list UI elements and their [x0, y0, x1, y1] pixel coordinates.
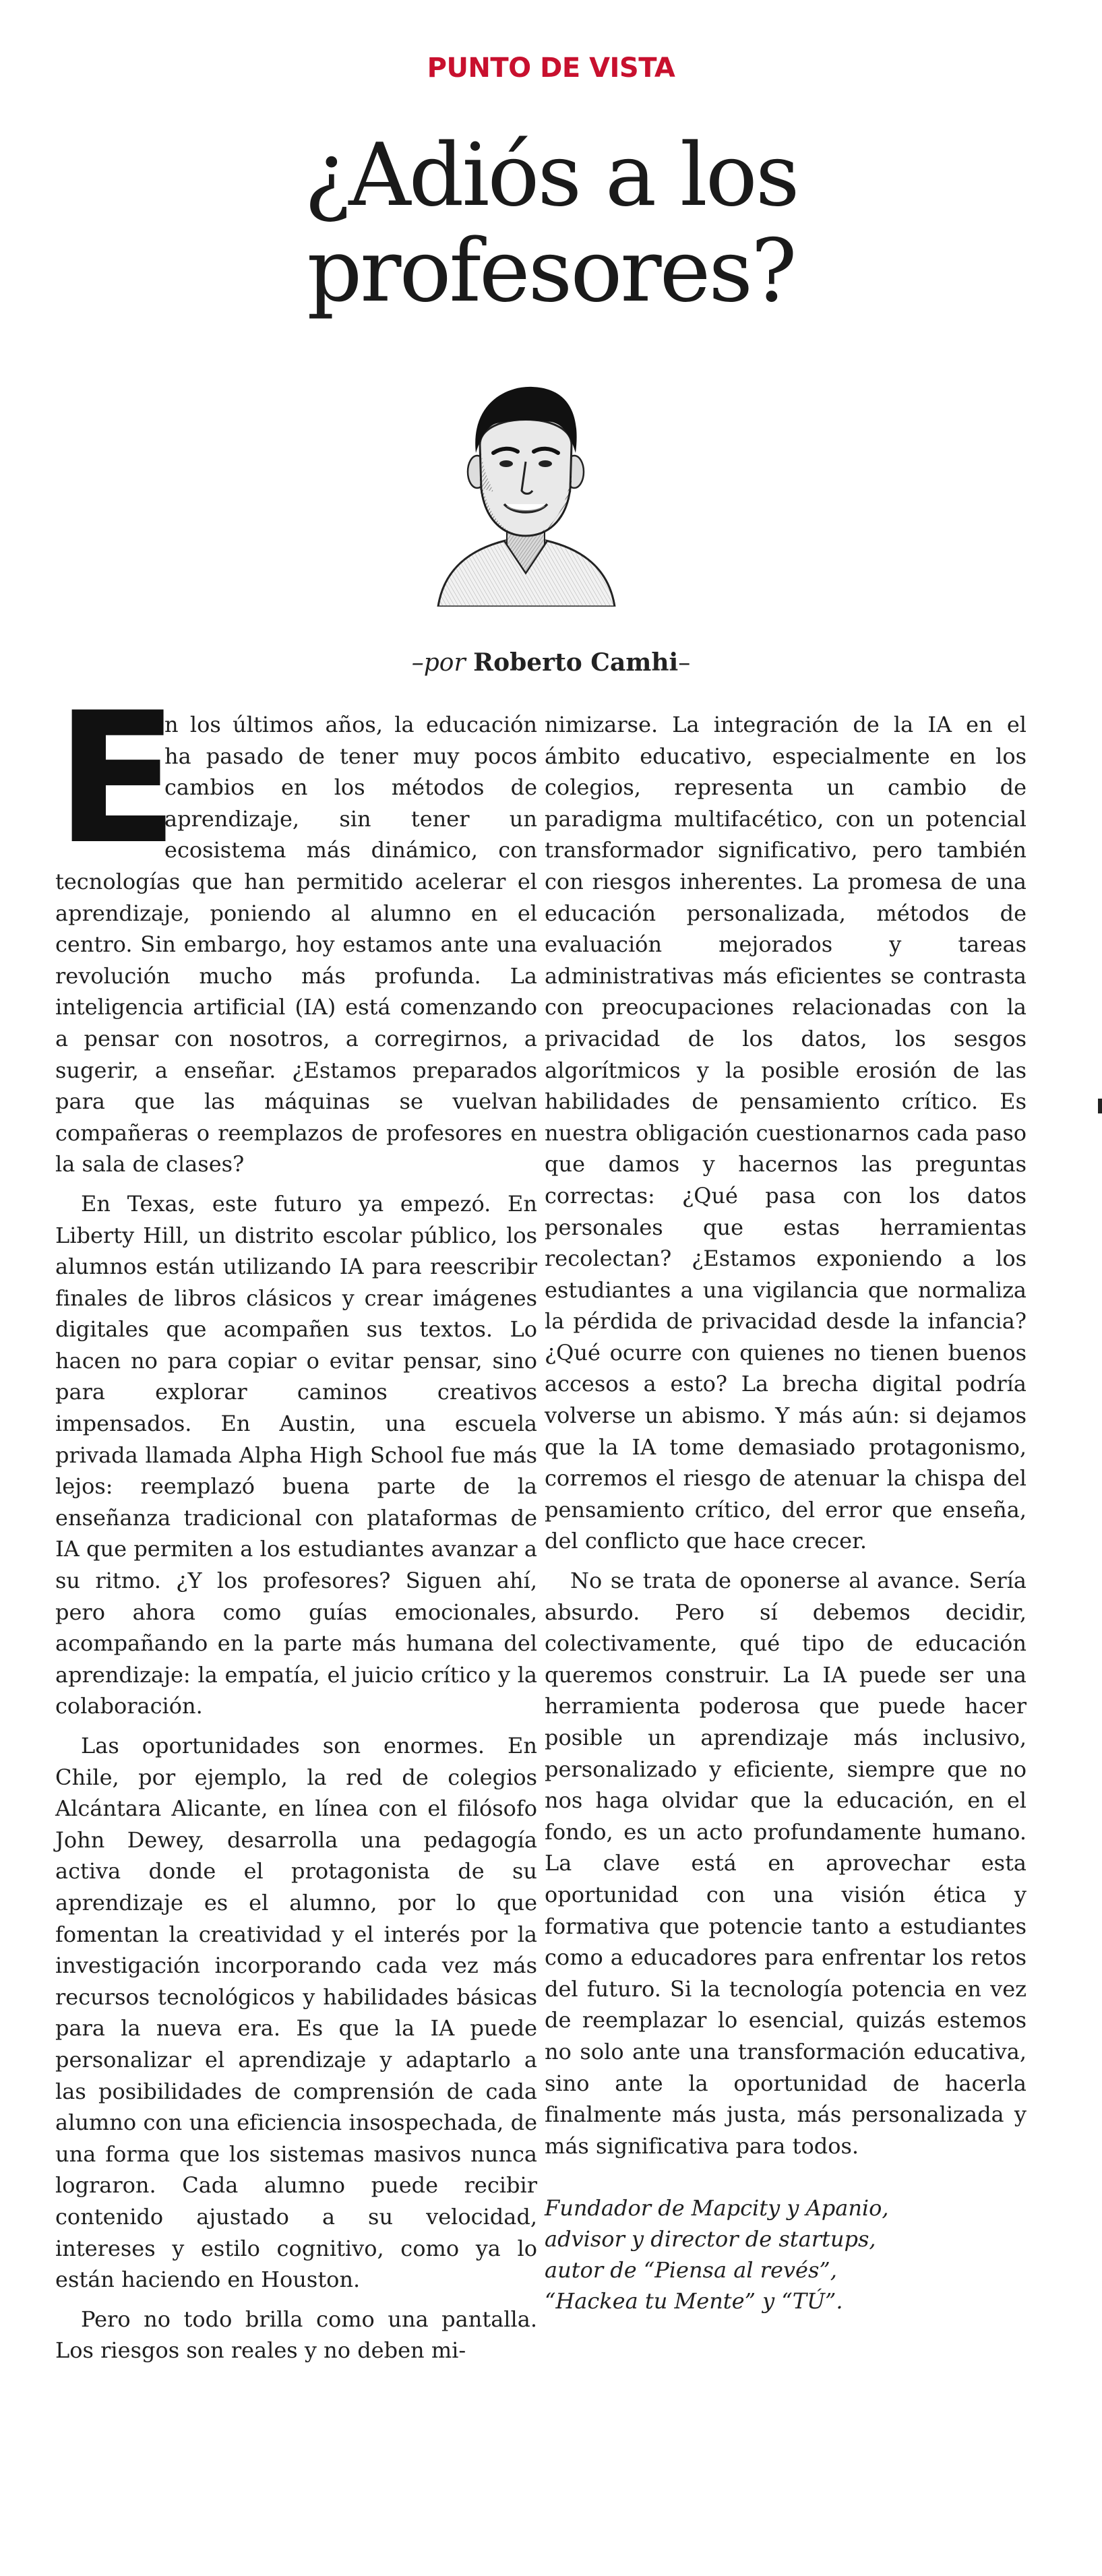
signature-line-1: Fundador de Mapcity y Apanio,	[545, 2195, 889, 2221]
article-paragraph-4-start: Pero no todo brilla como una pantalla. Los riesgos son reales y no deben mi-	[55, 2306, 537, 2364]
article-column-left	[55, 674, 537, 2366]
author-portrait	[431, 371, 620, 607]
headline-line-2: profesores?	[307, 221, 795, 321]
crop-mark	[1098, 1099, 1102, 1113]
author-signature	[545, 2192, 1027, 2317]
byline	[0, 648, 1102, 677]
article-paragraph-4-continued: nimizarse. La integración de la IA en el ámbito educativo, especialmente en los colegios, representa un cambio de paradigma multifacético, con un potencial transformador significativo, pero también con riesgos inherentes. La promesa de una educación personalizada, métodos de evaluación mejorados y tareas administrativas más eficientes se contrasta con preocupaciones relacionadas con la privacidad de los datos, los sesgos algorítmicos y la posible erosión de las habilidades de pensamiento crítico. Es nuestra obligación cuestionarnos cada paso que damos y hacernos las preguntas correctas: ¿Qué pasa con los datos personales que estas herramientas recolectan? ¿Estamos exponiendo a los estudiantes a una vigilancia que normaliza la pérdida de privacidad desde la infancia? ¿Qué ocurre con quienes no tienen buenos accesos a esto? La brecha digital podría volverse un abismo. Y más aún: si dejamos que la IA tome demasiado protagonismo, corremos el riesgo de atenuar la chispa del pensamiento crítico, del error que enseña, del conflicto que hace crecer.	[545, 712, 1027, 1554]
article-paragraph-3: Las oportunidades son enormes. En Chile, por ejemplo, la red de colegios Alcántara Alicante, en línea con el filósofo John Dewey, desarrolla una pedagogía activa donde el protagonista de su aprendizaje es el alumno, por lo que fomentan la creatividad y el interés por la investigación incorporando cada vez más recursos tecnológicos y habilidades básicas para la nueva era. Es que la IA puede personalizar el aprendizaje y adaptarlo a las posibilidades de comprensión de cada alumno con una eficiencia insospechada, de una forma que los sistemas masivos nunca lograron. Cada alumno puede recibir contenido ajustado a su velocidad, intereses y estilo cognitivo, como ya lo están haciendo en Houston.	[55, 1733, 537, 2293]
signature-line-3: autor de “Piensa al revés”,	[545, 2257, 837, 2283]
byline-prefix: –por	[411, 649, 466, 677]
author-name: Roberto Camhi	[473, 648, 679, 677]
section-label: PUNTO DE VISTA	[427, 53, 675, 84]
byline-suffix: –	[678, 649, 691, 677]
paragraph-1-text: n los últimos años, la educación ha pasado de tener muy pocos cambios en los métodos de aprendizaje, sin tener un ecosistema más dinámico, con tecnologías que han permitido acelerar el aprendizaje, poniendo al alumno en el centro. Sin embargo, hoy estamos ante una revolución mucho más profunda. La inteligencia artificial (IA) está comenzando a pensar con nosotros, a corregirnos, a sugerir, a enseñar. ¿Estamos preparados para que las máquinas se vuelvan compañeras o reemplazos de profesores en la sala de clases?	[55, 712, 537, 1177]
signature-line-4: “Hackea tu Mente” y “TÚ”.	[545, 2288, 843, 2314]
article-paragraph-5: No se trata de oponerse al avance. Sería absurdo. Pero sí debemos decidir, colectivamente, qué tipo de educación queremos construir. La IA puede ser una herramienta poderosa que puede hacer posible un aprendizaje más inclusivo, personalizado y eficiente, siempre que no nos haga olvidar que la educación, en el fondo, es un acto profundamente humano. La clave está en aprovechar esta oportunidad con una visión ética y formativa que potencie tanto a estudiantes como a educadores para enfrentar los retos del futuro. Si la tecnología potencia en vez de reemplazar lo esencial, quizás estemos no solo ante una transformación educativa, sino ante la oportunidad de hacerla finalmente más justa, más personalizada y más significativa para todos.	[545, 1568, 1027, 2159]
article-column-right	[545, 709, 1027, 2317]
article-paragraph-1	[55, 674, 537, 1180]
article-paragraph-2: En Texas, este futuro ya empezó. En Liberty Hill, un distrito escolar público, los alumnos están utilizando IA para reescribir finales de libros clásicos y crear imágenes digitales que acompañen sus textos. Lo hacen no para copiar o evitar pensar, sino para explorar caminos creativos impensados. En Austin, una escuela privada llamada Alpha High School fue más lejos: reemplazó buena parte de la enseñanza tradicional con plataformas de IA que permiten a los estudiantes avanzar a su ritmo. ¿Y los profesores? Siguen ahí, pero ahora como guías emocionales, acompañando en la parte más humana del aprendizaje: la empatía, el juicio crítico y la colaboración.	[55, 1190, 537, 1719]
signature-line-2: advisor y director de startups,	[545, 2226, 876, 2252]
headline-line-1: ¿Adiós a los	[304, 125, 798, 226]
drop-cap: E	[55, 674, 179, 884]
headline	[0, 125, 1102, 321]
